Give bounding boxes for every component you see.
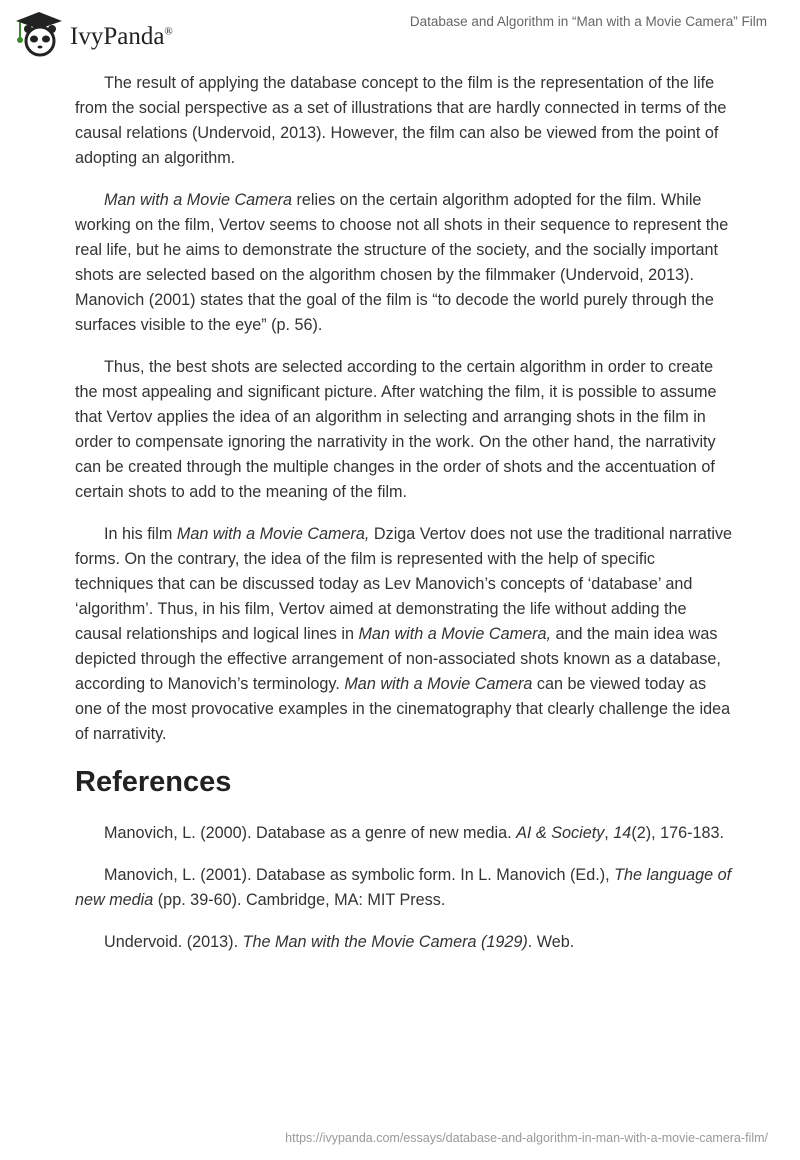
logo-text: IvyPanda® xyxy=(70,23,173,50)
references-heading: References xyxy=(75,766,232,798)
paragraph: Man with a Movie Camera relies on the certain algorithm adopted for the film. While working on the film, Vertov seems to choose not all shots in their sequence to represent the real life, but he aims to demonstrate the structure of the society, and the socially important shots are selected based on the algorithm chosen by the filmmaker (Undervoid, 2013). Manovich (2001) states that the goal of the film is “to decode the world purely through the surfaces visible to the eye” (p. 56). xyxy=(75,191,729,334)
ivypanda-logo[interactable] xyxy=(14,8,173,58)
panda-graduate-icon xyxy=(14,8,64,58)
reference-item: Manovich, L. (2001). Database as symbolic form. In L. Manovich (Ed.), The language of new media (pp. 39-60). Cambridge, MA: MIT Press. xyxy=(75,866,732,909)
paragraph: The result of applying the database concept to the film is the representation of the life from the social perspective as a set of illustrations that are hardly connected in terms of the causal relations (Undervoid, 2013). However, the film can also be viewed from the point of adopting an algorithm. xyxy=(75,74,727,167)
reference-item: Undervoid. (2013). The Man with the Movie Camera (1929). Web. xyxy=(104,933,575,951)
reference-item: Manovich, L. (2000). Database as a genre of new media. AI & Society, 14(2), 176-183. xyxy=(104,824,724,842)
paragraph: In his film Man with a Movie Camera, Dziga Vertov does not use the traditional narrative forms. On the contrary, the idea of the film is represented with the help of specific techniques that can be discussed today as Lev Manovich’s concepts of ‘database’ and ‘algorithm’. Thus, in his film, Vertov aimed at demonstrating the life without adding the causal relationships and logical lines in Man with a Movie Camera, and the main idea was depicted through the effective arrangement of non-associated shots known as a database, according to Manovich’s terminology. Man with a Movie Camera can be viewed today as one of the most provocative examples in the cinematography that clearly challenge the idea of narrativity. xyxy=(75,525,733,743)
document-title: Database and Algorithm in “Man with a Movie Camera” Film xyxy=(409,14,767,29)
source-url[interactable]: https://ivypanda.com/essays/database-and-algorithm-in-man-with-a-movie-camera-film/ xyxy=(285,1131,768,1145)
essay-body xyxy=(75,71,735,972)
paragraph: Thus, the best shots are selected according to the certain algorithm in order to create the most appealing and significant picture. After watching the film, it is possible to assume that Vertov applies the idea of an algorithm in selecting and arranging shots in the film in order to compensate ignoring the narrativity in the work. On the other hand, the narrativity can be created through the multiple changes in the order of shots and the accentuation of certain shots to add to the meaning of the film. xyxy=(75,358,717,501)
